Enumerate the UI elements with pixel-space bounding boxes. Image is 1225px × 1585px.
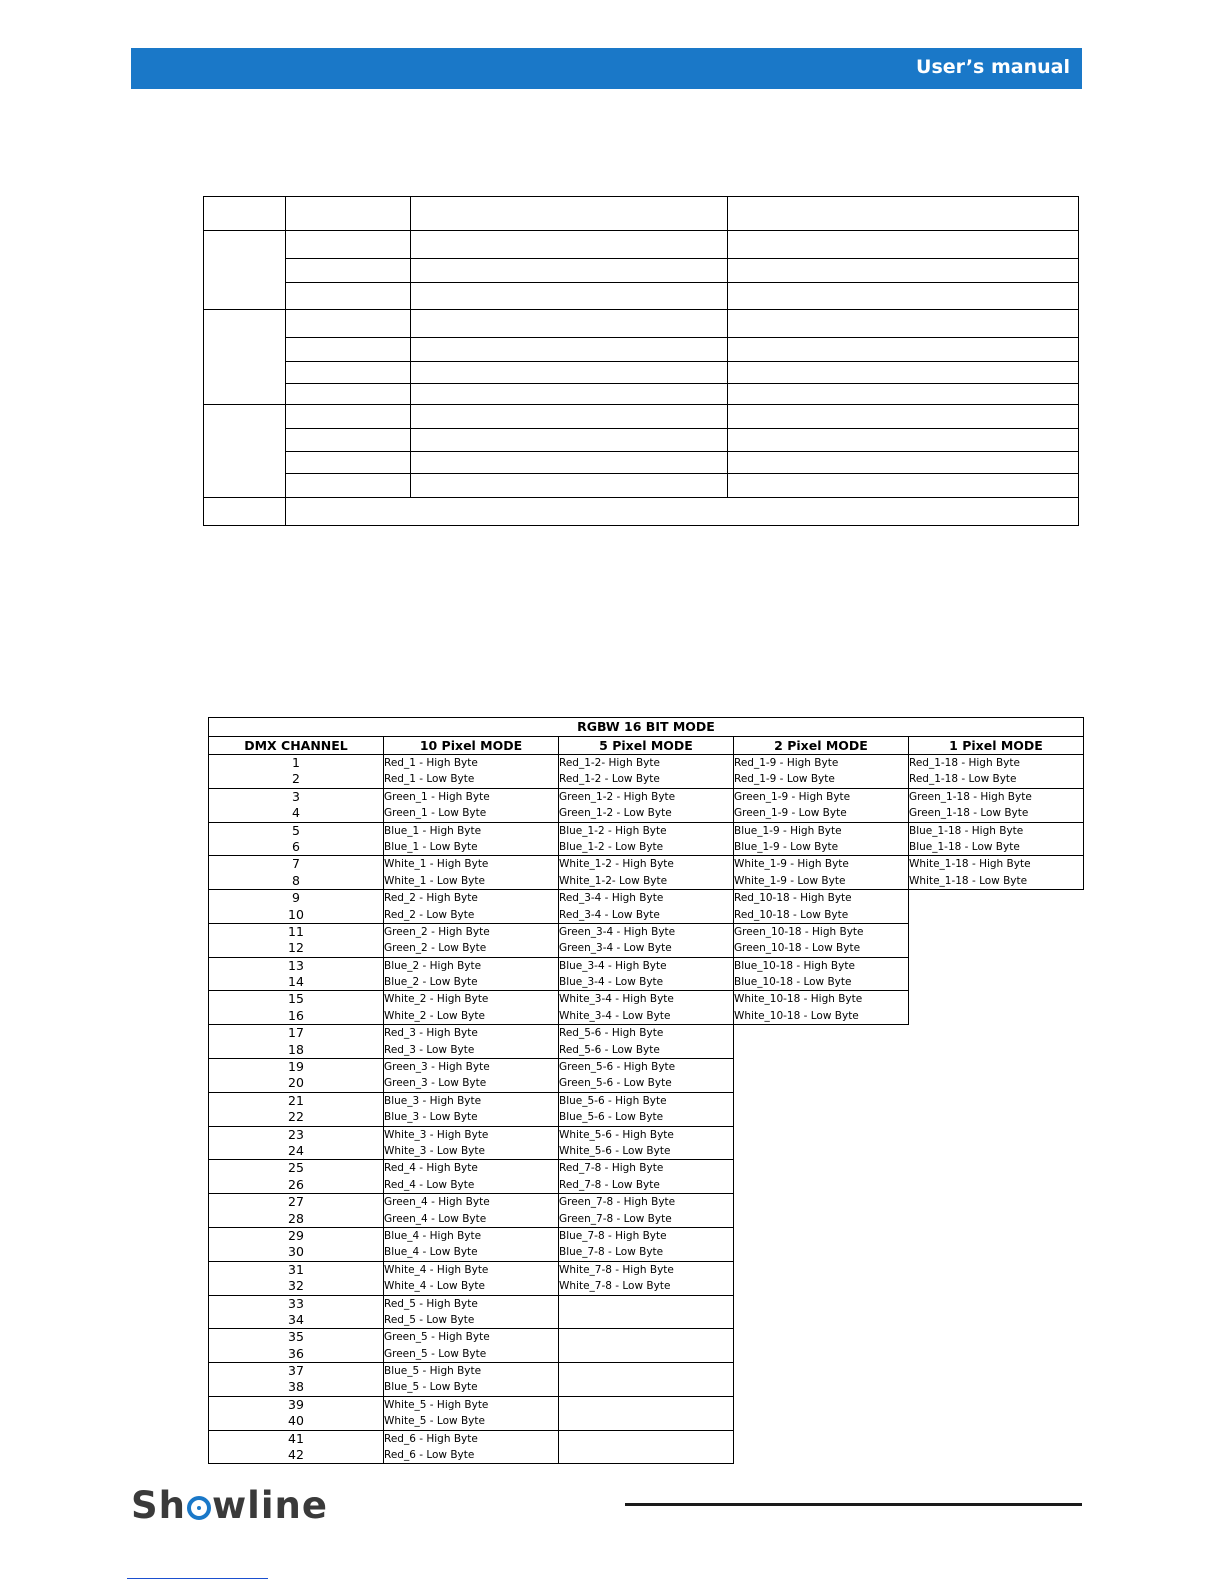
mode-value-cell	[384, 1059, 559, 1093]
channel-number: 32	[288, 1278, 304, 1294]
mode-value: Red_10-18 - High Byte	[734, 892, 852, 905]
table-row	[209, 1329, 1084, 1363]
mode-value: Red_1 - Low Byte	[384, 773, 475, 786]
mode-value: Red_5-6 - High Byte	[559, 1027, 664, 1040]
channel-number: 24	[288, 1142, 304, 1158]
mode-value: Red_5 - High Byte	[384, 1297, 478, 1310]
channel-number: 42	[288, 1447, 304, 1463]
mode-value: Green_5 - Low Byte	[384, 1347, 487, 1360]
mode-value: Blue_2 - Low Byte	[384, 976, 478, 989]
mode-value-cell	[559, 991, 734, 1025]
mode-value: Blue_1 - Low Byte	[384, 840, 478, 853]
channel-number: 11	[288, 923, 304, 939]
dmx-channel-cell	[209, 1329, 384, 1363]
dmx-table-header-row	[209, 737, 1084, 755]
mode-value-cell	[384, 856, 559, 890]
table-row	[209, 957, 1084, 991]
mode-value-cell	[734, 788, 909, 822]
mode-value-cell	[384, 1160, 559, 1194]
mode-value-cell	[559, 1194, 734, 1228]
mode-value-cell	[559, 1092, 734, 1126]
mode-value: Blue_4 - Low Byte	[384, 1246, 478, 1259]
channel-number: 36	[288, 1345, 304, 1361]
mode-value-cell	[734, 957, 909, 991]
table-row	[209, 1227, 1084, 1261]
mode-value: White_4 - High Byte	[384, 1263, 489, 1276]
mode-value: Green_1-9 - Low Byte	[734, 807, 847, 820]
channel-number: 25	[288, 1160, 304, 1176]
table-row	[209, 1126, 1084, 1160]
mode-value-cell	[559, 957, 734, 991]
channel-number: 1	[292, 755, 300, 770]
mode-value: Red_3 - Low Byte	[384, 1043, 475, 1056]
table-row	[209, 890, 1084, 924]
dmx-table	[208, 717, 1084, 1464]
mode-value: Red_5 - Low Byte	[384, 1313, 475, 1326]
mode-value: Green_3 - High Byte	[384, 1061, 490, 1074]
footer-link-underline	[127, 1578, 268, 1579]
logo-o-icon	[187, 1496, 211, 1520]
mode-value: Red_7-8 - Low Byte	[559, 1178, 660, 1191]
mode-value: Blue_7-8 - Low Byte	[559, 1246, 664, 1259]
mode-value-cell	[384, 1227, 559, 1261]
mode-value: Green_3-4 - High Byte	[559, 925, 676, 938]
dmx-channel-cell	[209, 755, 384, 789]
column-header: 1 Pixel MODE	[909, 737, 1084, 755]
mode-value: White_5-6 - Low Byte	[559, 1144, 671, 1157]
mode-value: White_2 - High Byte	[384, 993, 489, 1006]
table-row	[209, 856, 1084, 890]
mode-value: Green_10-18 - High Byte	[734, 925, 864, 938]
column-header: 10 Pixel MODE	[384, 737, 559, 755]
table-row	[209, 1261, 1084, 1295]
channel-number: 17	[288, 1025, 304, 1041]
mode-value-cell	[559, 1329, 734, 1363]
mode-value-cell	[384, 1126, 559, 1160]
channel-number: 19	[288, 1059, 304, 1075]
mode-value: Green_7-8 - High Byte	[559, 1196, 676, 1209]
dmx-channel-cell	[209, 1295, 384, 1329]
channel-number: 21	[288, 1092, 304, 1108]
dmx-table-body	[209, 755, 1084, 1464]
header-title: User’s manual	[916, 56, 1070, 78]
mode-value: Blue_3-4 - Low Byte	[559, 976, 664, 989]
mode-value: Blue_1-18 - Low Byte	[909, 840, 1020, 853]
mode-value-cell	[559, 822, 734, 856]
mode-value-cell	[384, 755, 559, 789]
channel-number: 2	[292, 771, 300, 787]
mode-value-cell	[734, 822, 909, 856]
mode-value-cell	[559, 1363, 734, 1397]
mode-value: White_1-2- Low Byte	[559, 874, 668, 887]
mode-value: White_1-18 - Low Byte	[909, 874, 1028, 887]
mode-value-cell	[559, 1295, 734, 1329]
header-bar	[131, 48, 1082, 89]
mode-value: Green_3-4 - Low Byte	[559, 942, 672, 955]
mode-value: Red_1-18 - Low Byte	[909, 773, 1017, 786]
mode-value: Green_1-9 - High Byte	[734, 790, 851, 803]
mode-value: Blue_1-2 - Low Byte	[559, 840, 664, 853]
mode-value: Green_5 - High Byte	[384, 1331, 490, 1344]
dmx-channel-cell	[209, 788, 384, 822]
channel-number: 14	[288, 974, 304, 990]
mode-value: Green_7-8 - Low Byte	[559, 1212, 672, 1225]
mode-value: Blue_2 - High Byte	[384, 959, 482, 972]
mode-value: Red_1-9 - Low Byte	[734, 773, 835, 786]
dmx-channel-cell	[209, 1160, 384, 1194]
mode-value: White_3 - Low Byte	[384, 1144, 485, 1157]
channel-number: 29	[288, 1227, 304, 1243]
mode-value-cell	[909, 755, 1084, 789]
mode-value: White_10-18 - High Byte	[734, 993, 863, 1006]
channel-number: 15	[288, 991, 304, 1007]
table-row	[209, 1160, 1084, 1194]
mode-value: Red_1-9 - High Byte	[734, 757, 839, 769]
table-row	[209, 991, 1084, 1025]
mode-value: White_1-2 - High Byte	[559, 858, 674, 871]
mode-value: Blue_10-18 - Low Byte	[734, 976, 852, 989]
table-row	[209, 1430, 1084, 1464]
mode-value: White_1-9 - Low Byte	[734, 874, 846, 887]
mode-value-cell	[559, 1396, 734, 1430]
mode-value: Red_5-6 - Low Byte	[559, 1043, 660, 1056]
mode-value: Red_4 - Low Byte	[384, 1178, 475, 1191]
mode-value-cell	[384, 1194, 559, 1228]
table-row	[209, 1396, 1084, 1430]
mode-value: Green_1 - High Byte	[384, 790, 490, 803]
mode-value: Green_5-6 - High Byte	[559, 1061, 676, 1074]
dmx-channel-cell	[209, 923, 384, 957]
dmx-channel-cell	[209, 890, 384, 924]
table-row	[209, 1025, 1084, 1059]
mode-value: Red_1-18 - High Byte	[909, 757, 1020, 769]
mode-value: White_7-8 - High Byte	[559, 1263, 674, 1276]
channel-number: 38	[288, 1379, 304, 1395]
mode-value: Red_7-8 - High Byte	[559, 1162, 664, 1175]
channel-number: 13	[288, 957, 304, 973]
channel-number: 31	[288, 1261, 304, 1277]
channel-number: 16	[288, 1007, 304, 1023]
table-row	[209, 788, 1084, 822]
dmx-channel-cell	[209, 822, 384, 856]
mode-value-cell	[384, 991, 559, 1025]
channel-number: 39	[288, 1396, 304, 1412]
table-row	[209, 755, 1084, 789]
mode-value: White_5-6 - High Byte	[559, 1128, 674, 1141]
dmx-channel-cell	[209, 1194, 384, 1228]
channel-number: 35	[288, 1329, 304, 1345]
mode-value-cell	[384, 788, 559, 822]
column-header: DMX CHANNEL	[209, 737, 384, 755]
mode-value-cell	[559, 1059, 734, 1093]
mode-value-cell	[559, 890, 734, 924]
mode-value: Red_3 - High Byte	[384, 1027, 478, 1040]
footer-rule	[625, 1503, 1082, 1506]
mode-value-cell	[384, 1092, 559, 1126]
mode-value-cell	[384, 1329, 559, 1363]
dmx-channel-cell	[209, 957, 384, 991]
mode-value: Blue_4 - High Byte	[384, 1229, 482, 1242]
mode-value: Blue_5-6 - Low Byte	[559, 1111, 664, 1124]
mode-value-cell	[734, 856, 909, 890]
dmx-channel-cell	[209, 1025, 384, 1059]
mode-value-cell	[734, 890, 909, 924]
mode-value-cell	[384, 1430, 559, 1464]
mode-value: Blue_1-9 - Low Byte	[734, 840, 839, 853]
mode-value-cell	[909, 788, 1084, 822]
channel-number: 40	[288, 1413, 304, 1429]
dmx-channel-cell	[209, 1396, 384, 1430]
mode-value: White_7-8 - Low Byte	[559, 1280, 671, 1293]
channel-number: 23	[288, 1126, 304, 1142]
table-row	[209, 923, 1084, 957]
mode-value-cell	[559, 1160, 734, 1194]
table-row	[209, 1059, 1084, 1093]
mode-value: Blue_7-8 - High Byte	[559, 1229, 667, 1242]
mode-value: Green_3 - Low Byte	[384, 1077, 487, 1090]
mode-value: Red_1-2 - Low Byte	[559, 773, 660, 786]
mode-value-cell	[559, 1025, 734, 1059]
channel-number: 37	[288, 1363, 304, 1379]
channel-number: 33	[288, 1295, 304, 1311]
mode-value: White_1-18 - High Byte	[909, 858, 1031, 871]
channel-number: 18	[288, 1041, 304, 1057]
mode-value: White_3-4 - High Byte	[559, 993, 674, 1006]
mode-value: Green_1-2 - High Byte	[559, 790, 676, 803]
table-row	[209, 1194, 1084, 1228]
dmx-table-title: RGBW 16 BIT MODE	[209, 718, 1084, 737]
mode-value-cell	[559, 1126, 734, 1160]
mode-value: White_5 - Low Byte	[384, 1415, 485, 1428]
mode-value: Blue_1 - High Byte	[384, 824, 482, 837]
mode-value: White_5 - High Byte	[384, 1398, 489, 1411]
mode-value: Red_10-18 - Low Byte	[734, 908, 849, 921]
mode-value: Blue_3 - Low Byte	[384, 1111, 478, 1124]
channel-number: 28	[288, 1210, 304, 1226]
table-row	[209, 1363, 1084, 1397]
channel-number: 26	[288, 1176, 304, 1192]
table-row	[209, 1295, 1084, 1329]
channel-number: 6	[292, 838, 300, 854]
channel-number: 30	[288, 1244, 304, 1260]
channel-number: 41	[288, 1430, 304, 1446]
mode-value-cell	[559, 788, 734, 822]
mode-value: Blue_5 - High Byte	[384, 1365, 482, 1378]
mode-value-cell	[384, 1261, 559, 1295]
channel-number: 34	[288, 1311, 304, 1327]
channel-number: 3	[292, 788, 300, 804]
dmx-channel-cell	[209, 1430, 384, 1464]
dmx-channel-cell	[209, 1227, 384, 1261]
column-header: 2 Pixel MODE	[734, 737, 909, 755]
mode-value: White_2 - Low Byte	[384, 1009, 485, 1022]
channel-number: 12	[288, 940, 304, 956]
mode-value: Green_1-2 - Low Byte	[559, 807, 672, 820]
mode-value: Red_6 - Low Byte	[384, 1449, 475, 1462]
mode-value: Green_10-18 - Low Byte	[734, 942, 861, 955]
mode-value-cell	[559, 1430, 734, 1464]
mode-value-cell	[734, 755, 909, 789]
mode-value: White_3 - High Byte	[384, 1128, 489, 1141]
dmx-channel-cell	[209, 991, 384, 1025]
mode-value-cell	[384, 1396, 559, 1430]
mode-value: Green_4 - High Byte	[384, 1196, 490, 1209]
channel-number: 9	[292, 890, 300, 906]
mode-value-cell	[559, 755, 734, 789]
mode-value-cell	[384, 923, 559, 957]
channel-number: 10	[288, 906, 304, 922]
mode-value: White_4 - Low Byte	[384, 1280, 485, 1293]
mode-value: Green_2 - Low Byte	[384, 942, 487, 955]
mode-value: Red_1 - High Byte	[384, 757, 478, 769]
empty-grid-table	[203, 196, 1079, 526]
table-row	[209, 1092, 1084, 1126]
mode-value-cell	[734, 923, 909, 957]
mode-value: Red_6 - High Byte	[384, 1432, 478, 1445]
mode-value-cell	[559, 856, 734, 890]
table-row	[209, 822, 1084, 856]
dmx-channel-cell	[209, 856, 384, 890]
channel-number: 20	[288, 1075, 304, 1091]
mode-value: Blue_3-4 - High Byte	[559, 959, 667, 972]
mode-value-cell	[384, 1363, 559, 1397]
mode-value: White_1 - Low Byte	[384, 874, 485, 887]
mode-value: Red_2 - High Byte	[384, 892, 478, 905]
mode-value-cell	[909, 856, 1084, 890]
mode-value: Red_3-4 - High Byte	[559, 892, 664, 905]
mode-value-cell	[384, 1025, 559, 1059]
mode-value-cell	[384, 1295, 559, 1329]
mode-value-cell	[909, 822, 1084, 856]
mode-value: White_3-4 - Low Byte	[559, 1009, 671, 1022]
mode-value-cell	[559, 1227, 734, 1261]
mode-value-cell	[559, 1261, 734, 1295]
mode-value: Blue_5-6 - High Byte	[559, 1094, 667, 1107]
mode-value: Red_1-2- High Byte	[559, 757, 660, 769]
channel-number: 22	[288, 1109, 304, 1125]
channel-number: 27	[288, 1194, 304, 1210]
dmx-channel-cell	[209, 1092, 384, 1126]
mode-value: Blue_3 - High Byte	[384, 1094, 482, 1107]
mode-value: Green_1-18 - High Byte	[909, 790, 1032, 803]
mode-value: Red_3-4 - Low Byte	[559, 908, 660, 921]
mode-value: Green_1 - Low Byte	[384, 807, 487, 820]
mode-value: White_1-9 - High Byte	[734, 858, 849, 871]
mode-value-cell	[384, 957, 559, 991]
dmx-channel-cell	[209, 1363, 384, 1397]
mode-value-cell	[559, 923, 734, 957]
dmx-channel-cell	[209, 1126, 384, 1160]
mode-value-cell	[384, 890, 559, 924]
mode-value: Blue_10-18 - High Byte	[734, 959, 855, 972]
mode-value: Blue_1-18 - High Byte	[909, 824, 1024, 837]
mode-value: Blue_1-2 - High Byte	[559, 824, 667, 837]
channel-number: 4	[292, 805, 300, 821]
channel-number: 5	[292, 822, 300, 838]
mode-value: Blue_5 - Low Byte	[384, 1381, 478, 1394]
showline-logo: Sh wline	[131, 1484, 328, 1527]
mode-value: Green_2 - High Byte	[384, 925, 490, 938]
dmx-channel-cell	[209, 1059, 384, 1093]
column-header: 5 Pixel MODE	[559, 737, 734, 755]
channel-number: 7	[292, 856, 300, 872]
mode-value: Green_4 - Low Byte	[384, 1212, 487, 1225]
mode-value: Red_2 - Low Byte	[384, 908, 475, 921]
mode-value: Green_1-18 - Low Byte	[909, 807, 1029, 820]
mode-value-cell	[734, 991, 909, 1025]
mode-value: Green_5-6 - Low Byte	[559, 1077, 672, 1090]
mode-value: White_1 - High Byte	[384, 858, 489, 871]
mode-value: Red_4 - High Byte	[384, 1162, 478, 1175]
channel-number: 8	[292, 872, 300, 888]
mode-value-cell	[384, 822, 559, 856]
mode-value: White_10-18 - Low Byte	[734, 1009, 859, 1022]
dmx-channel-cell	[209, 1261, 384, 1295]
mode-value: Blue_1-9 - High Byte	[734, 824, 842, 837]
